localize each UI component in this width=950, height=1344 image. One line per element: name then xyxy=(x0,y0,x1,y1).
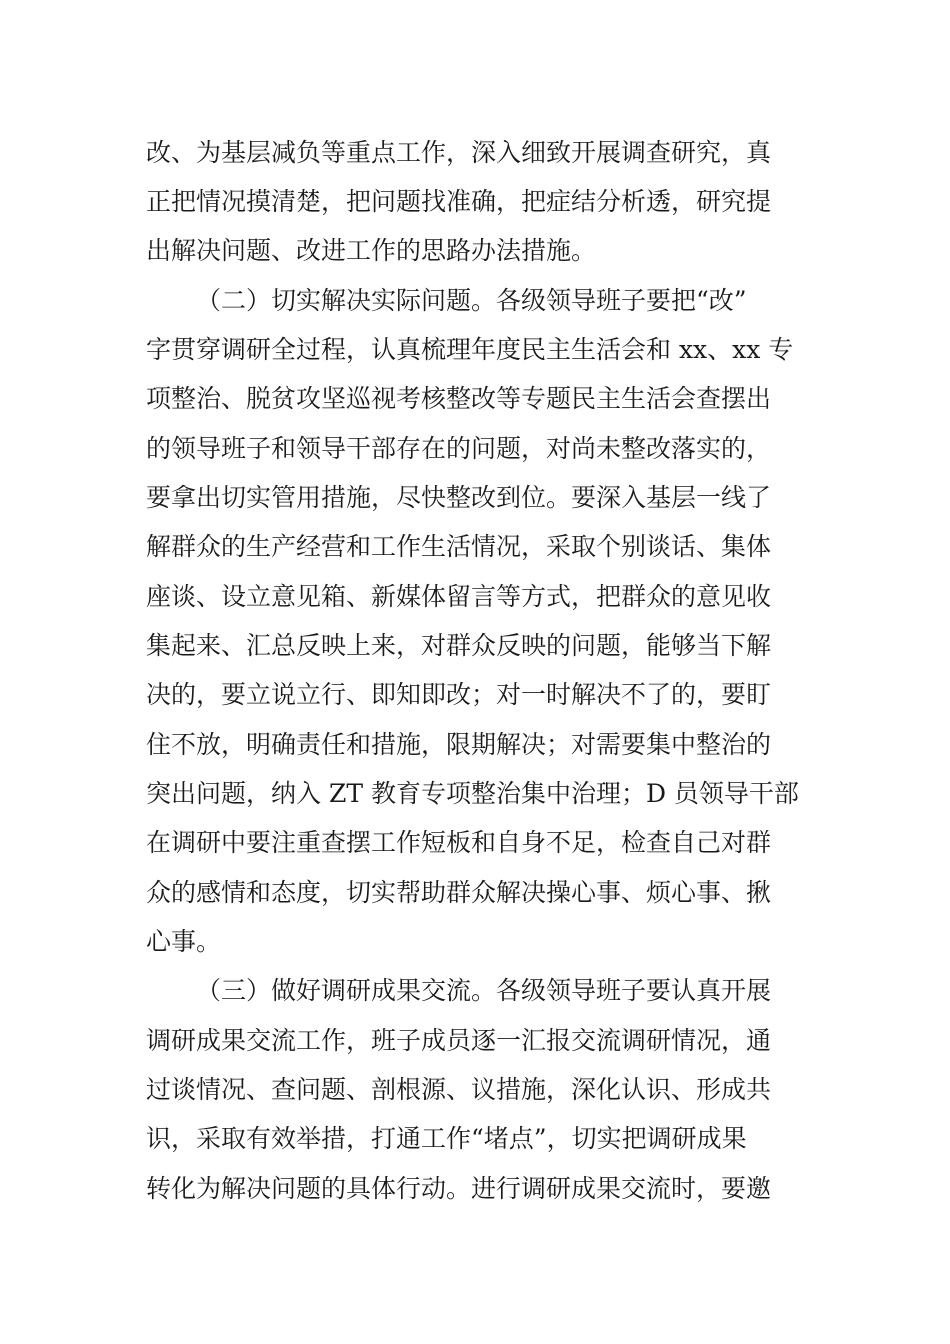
text-line: 识，采取有效举措，打通工作“堵点”，切实把调研成果 xyxy=(146,1124,747,1153)
text-line: 心事。 xyxy=(146,927,222,956)
text-line: 过谈情况、查问题、剖根源、议措施，深化认识、形成共 xyxy=(146,1075,772,1104)
text-line: 要拿出切实管用措施，尽快整改到位。要深入基层一线了 xyxy=(146,483,772,512)
text-line: 住不放，明确责任和措施，限期解决；对需要集中整治的 xyxy=(146,730,772,759)
text-line: 转化为解决问题的具体行动。进行调研成果交流时，要邀 xyxy=(146,1174,772,1203)
text-line: 正把情况摸清楚，把问题找准确，把症结分析透，研究提 xyxy=(146,187,772,216)
paragraph-heading-line: （三）做好调研成果交流。各级领导班子要认真开展 xyxy=(196,976,772,1005)
text-line: 集起来、汇总反映上来，对群众反映的问题，能够当下解 xyxy=(146,631,772,660)
text-line: 改、为基层减负等重点工作，深入细致开展调查研究，真 xyxy=(146,138,772,167)
text-line: 突出问题，纳入 ZT 教育专项整治集中治理；D 员领导干部 xyxy=(146,779,799,808)
text-line: 调研成果交流工作，班子成员逐一汇报交流调研情况，通 xyxy=(146,1026,772,1055)
text-line: 解群众的生产经营和工作生活情况，采取个别谈话、集体 xyxy=(146,532,772,561)
text-line: 项整治、脱贫攻坚巡视考核整改等专题民主生活会查摆出 xyxy=(146,384,772,413)
text-line: 决的，要立说立行、即知即改；对一时解决不了的，要盯 xyxy=(146,680,772,709)
text-line: 字贯穿调研全过程，认真梳理年度民主生活会和 xx、xx 专 xyxy=(146,335,794,364)
text-line: 的领导班子和领导干部存在的问题，对尚未整改落实的， xyxy=(146,434,772,463)
text-line: 在调研中要注重查摆工作短板和自身不足，检查自己对群 xyxy=(146,828,772,857)
text-line: 出解决问题、改进工作的思路办法措施。 xyxy=(146,236,597,265)
text-line: 座谈、设立意见箱、新媒体留言等方式，把群众的意见收 xyxy=(146,582,772,611)
paragraph-heading-line: （二）切实解决实际问题。各级领导班子要把“改” xyxy=(196,286,747,315)
text-line: 众的感情和态度，切实帮助群众解决操心事、烦心事、揪 xyxy=(146,878,772,907)
